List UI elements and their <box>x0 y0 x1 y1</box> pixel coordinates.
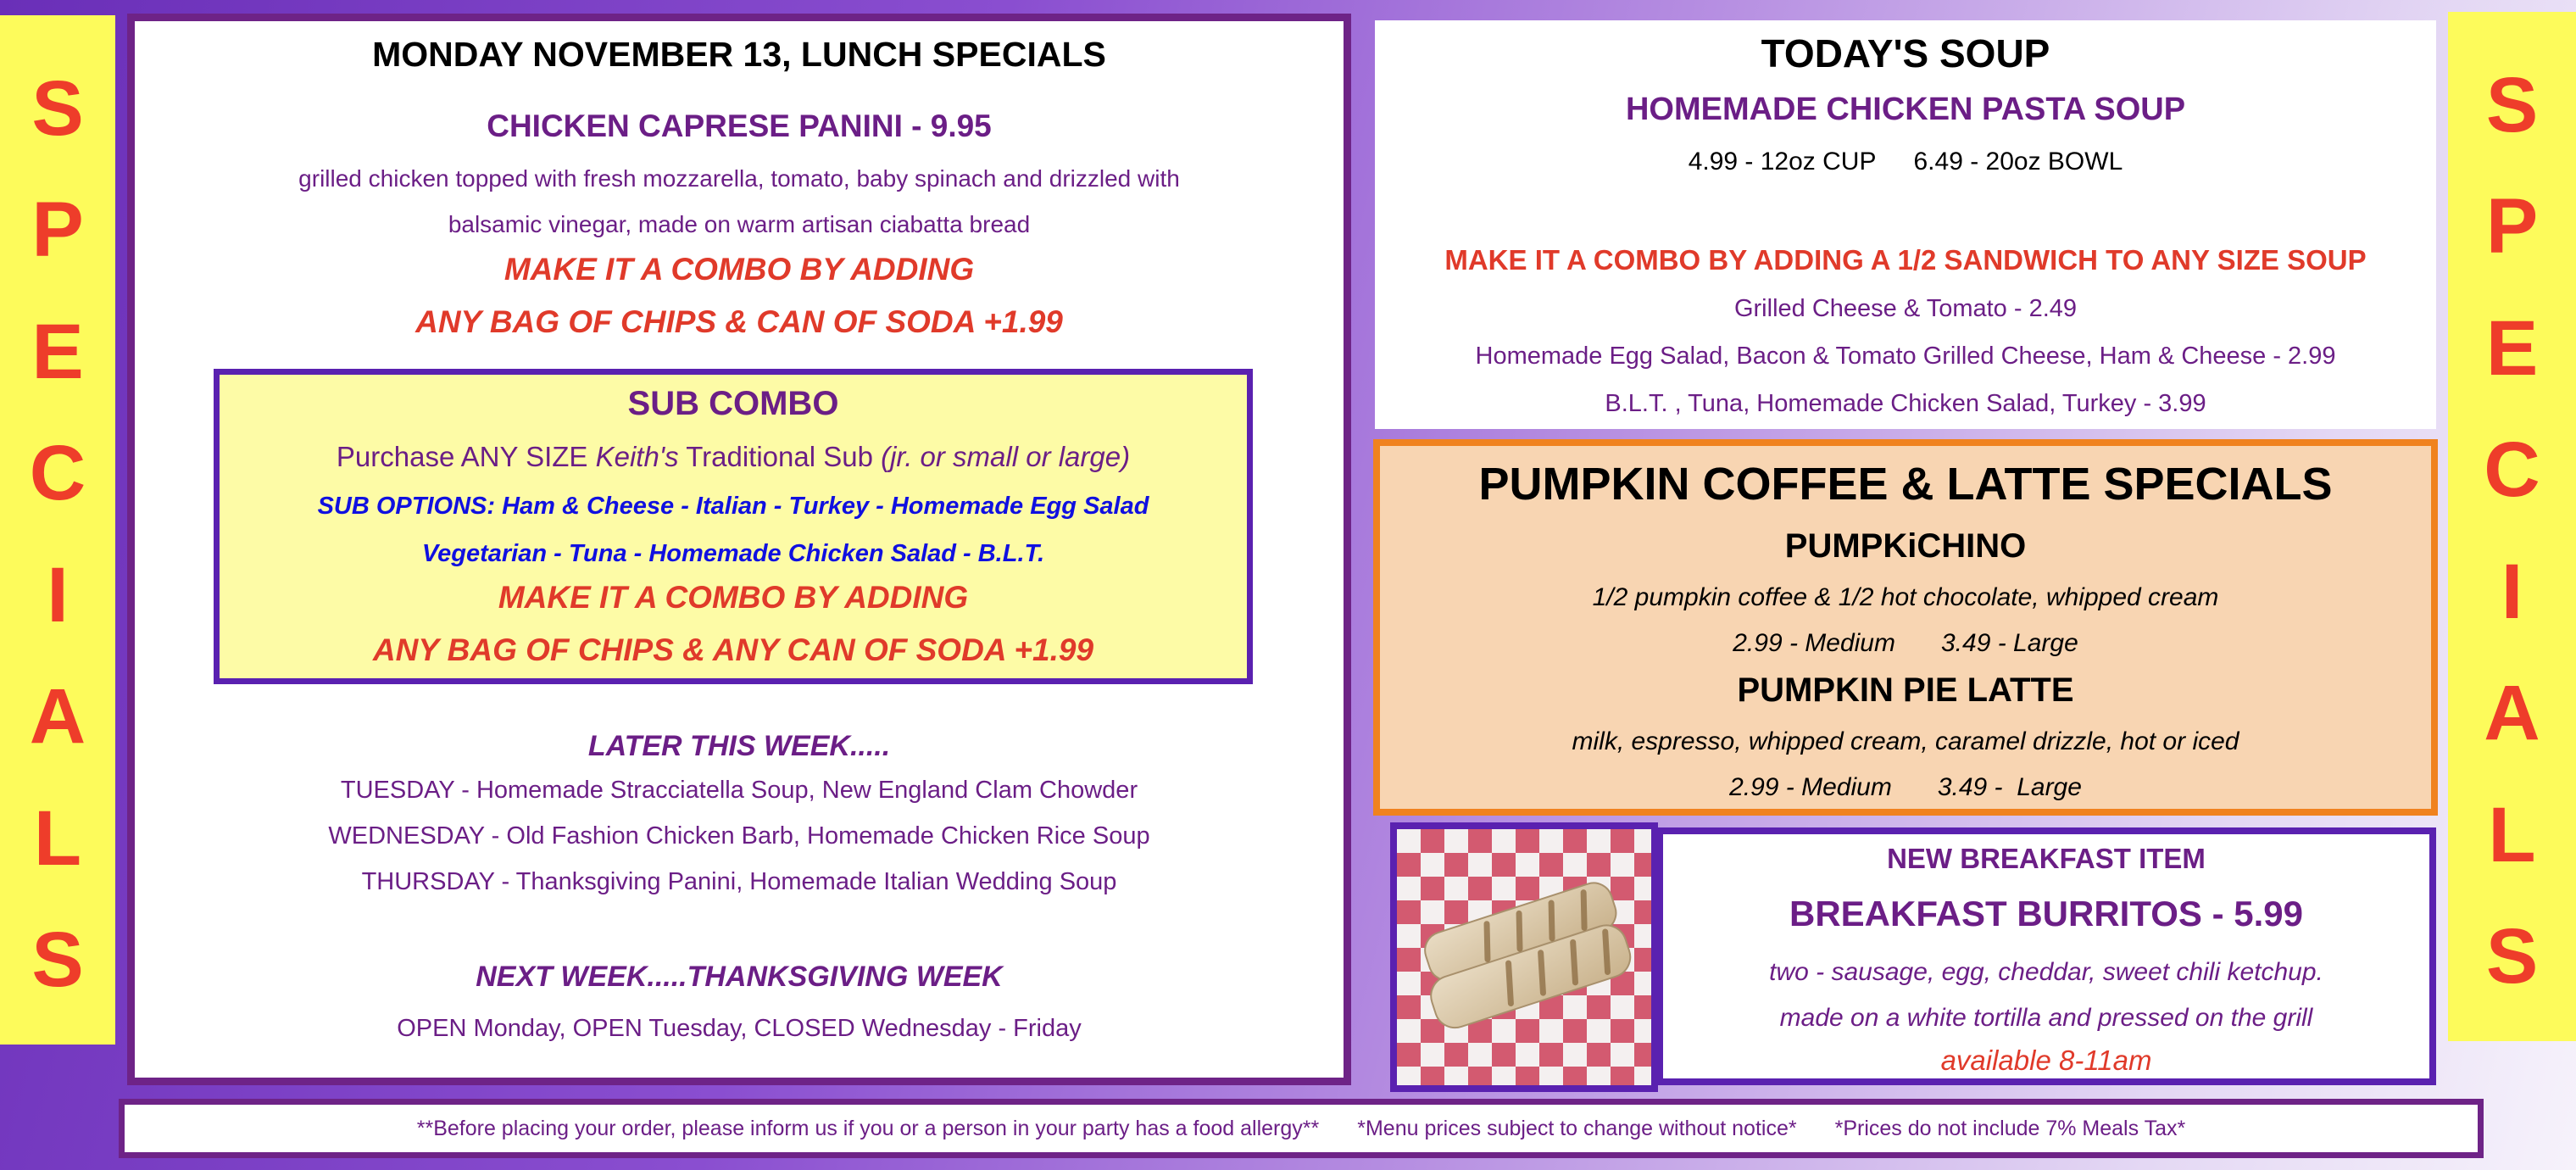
banner-letter: A <box>29 673 86 760</box>
later-week-wednesday: WEDNESDAY - Old Fashion Chicken Barb, Homemade Chicken Rice Soup <box>328 822 1150 850</box>
footer-tax-notice: *Prices do not include 7% Meals Tax* <box>1834 1116 2186 1140</box>
breakfast-item-panel <box>1656 827 2436 1085</box>
soup-price-cup: 4.99 - 12oz CUP <box>1688 148 1877 176</box>
sub-combo-line: MAKE IT A COMBO BY ADDING <box>498 580 969 615</box>
panini-combo-line: ANY BAG OF CHIPS & CAN OF SODA +1.99 <box>415 304 1063 339</box>
footer-notice-bar <box>119 1099 2484 1158</box>
left-specials-banner <box>0 15 115 1045</box>
pumpkin-pie-latte-price-medium: 2.99 - Medium <box>1729 773 1892 801</box>
sub-purchase-sizes: (jr. or small or large) <box>881 441 1131 472</box>
soup-sandwich-tier: B.L.T. , Tuna, Homemade Chicken Salad, Turkey - 3.99 <box>1605 390 2206 417</box>
banner-letter: S <box>2485 912 2539 1000</box>
banner-letter: I <box>47 551 69 638</box>
footer-price-change-notice: *Menu prices subject to change without notice* <box>1357 1116 1797 1140</box>
pumpkin-pie-latte-prices <box>1380 773 2431 802</box>
pumpkichino-price-large: 3.49 - Large <box>1940 629 2078 657</box>
lunch-header: MONDAY NOVEMBER 13, LUNCH SPECIALS <box>372 35 1106 74</box>
banner-letter: L <box>33 794 82 882</box>
todays-soup-panel <box>1375 20 2436 429</box>
banner-letter: P <box>2485 183 2539 270</box>
banner-letter: P <box>31 187 84 274</box>
banner-letter: C <box>29 430 86 517</box>
panini-description: balsamic vinegar, made on warm artisan ciabatta bread <box>448 211 1031 237</box>
breakfast-label: NEW BREAKFAST ITEM <box>1887 843 2206 874</box>
later-week-tuesday: TUESDAY - Homemade Stracciatella Soup, New England Clam Chowder <box>340 777 1138 804</box>
sub-combo-purchase-line <box>220 441 1247 473</box>
soup-prices <box>1375 148 2436 176</box>
soup-sandwich-tier: Homemade Egg Salad, Bacon & Tomato Grilled Cheese, Ham & Cheese - 2.99 <box>1475 343 2336 370</box>
pumpkichino-description: 1/2 pumpkin coffee & 1/2 hot chocolate, whipped cream <box>1592 583 2219 611</box>
panini-description: grilled chicken topped with fresh mozzarella, tomato, baby spinach and drizzled with <box>298 165 1180 192</box>
sub-purchase-brand: Keith's <box>595 441 679 472</box>
sub-purchase-text: Purchase ANY SIZE <box>336 441 596 472</box>
banner-letter: A <box>2484 670 2540 757</box>
banner-letter: S <box>2485 62 2539 148</box>
panini-title: CHICKEN CAPRESE PANINI - 9.95 <box>487 109 992 143</box>
sub-combo-title: SUB COMBO <box>627 385 839 422</box>
breakfast-availability: available 8-11am <box>1940 1045 2152 1076</box>
pumpkichino-price-medium: 2.99 - Medium <box>1733 629 1895 657</box>
pumpkin-title: PUMPKIN COFFEE & LATTE SPECIALS <box>1478 459 2333 510</box>
right-specials-banner <box>2448 12 2576 1041</box>
next-week-hours: OPEN Monday, OPEN Tuesday, CLOSED Wednesday - Friday <box>397 1015 1082 1042</box>
sub-options-line: SUB OPTIONS: Ham & Cheese - Italian - Turkey - Homemade Egg Salad <box>317 493 1149 520</box>
breakfast-burrito-photo <box>1390 822 1658 1092</box>
pumpkin-pie-latte-price-large: 3.49 - Large <box>1937 773 2082 801</box>
later-week-thursday: THURSDAY - Thanksgiving Panini, Homemade Italian Wedding Soup <box>361 868 1117 895</box>
later-week-title: LATER THIS WEEK..... <box>587 730 891 762</box>
sub-combo-line: ANY BAG OF CHIPS & ANY CAN OF SODA +1.99 <box>372 632 1094 667</box>
pumpkin-pie-latte-name: PUMPKIN PIE LATTE <box>1737 671 2074 709</box>
soup-sandwich-tier: Grilled Cheese & Tomato - 2.49 <box>1733 295 2078 322</box>
breakfast-description: made on a white tortilla and pressed on the grill <box>1779 1004 2313 1032</box>
panini-combo-line: MAKE IT A COMBO BY ADDING <box>504 252 975 287</box>
pumpkin-pie-latte-description: milk, espresso, whipped cream, caramel drizzle, hot or iced <box>1572 727 2239 755</box>
soup-title: TODAY'S SOUP <box>1761 31 2050 75</box>
banner-letter: E <box>31 308 84 395</box>
banner-letter: C <box>2484 426 2540 514</box>
pumpkin-specials-panel <box>1373 439 2438 816</box>
soup-price-bowl: 6.49 - 20oz BOWL <box>1913 148 2123 176</box>
sub-options-line: Vegetarian - Tuna - Homemade Chicken Salad - B.L.T. <box>421 540 1045 567</box>
sub-purchase-text: Traditional Sub <box>678 441 882 472</box>
next-week-title: NEXT WEEK.....THANKSGIVING WEEK <box>476 961 1003 993</box>
sub-combo-box <box>214 369 1253 684</box>
pumpkichino-name: PUMPKiCHINO <box>1784 527 2027 565</box>
banner-letter: S <box>31 916 84 1003</box>
banner-letter: S <box>31 65 84 152</box>
breakfast-description: two - sausage, egg, cheddar, sweet chili ketchup. <box>1769 958 2323 986</box>
pumpkichino-prices <box>1380 629 2431 658</box>
soup-combo: MAKE IT A COMBO BY ADDING A 1/2 SANDWICH TO ANY SIZE SOUP <box>1444 244 2367 276</box>
banner-letter: L <box>2488 791 2536 878</box>
banner-letter: I <box>2501 548 2523 635</box>
soup-name: HOMEMADE CHICKEN PASTA SOUP <box>1625 92 2186 127</box>
banner-letter: E <box>2485 304 2539 392</box>
burrito-image <box>1397 829 1651 1085</box>
breakfast-title: BREAKFAST BURRITOS - 5.99 <box>1789 894 2303 933</box>
footer-allergy-notice: **Before placing your order, please inform us if you or a person in your party has a food allergy** <box>416 1116 1320 1140</box>
